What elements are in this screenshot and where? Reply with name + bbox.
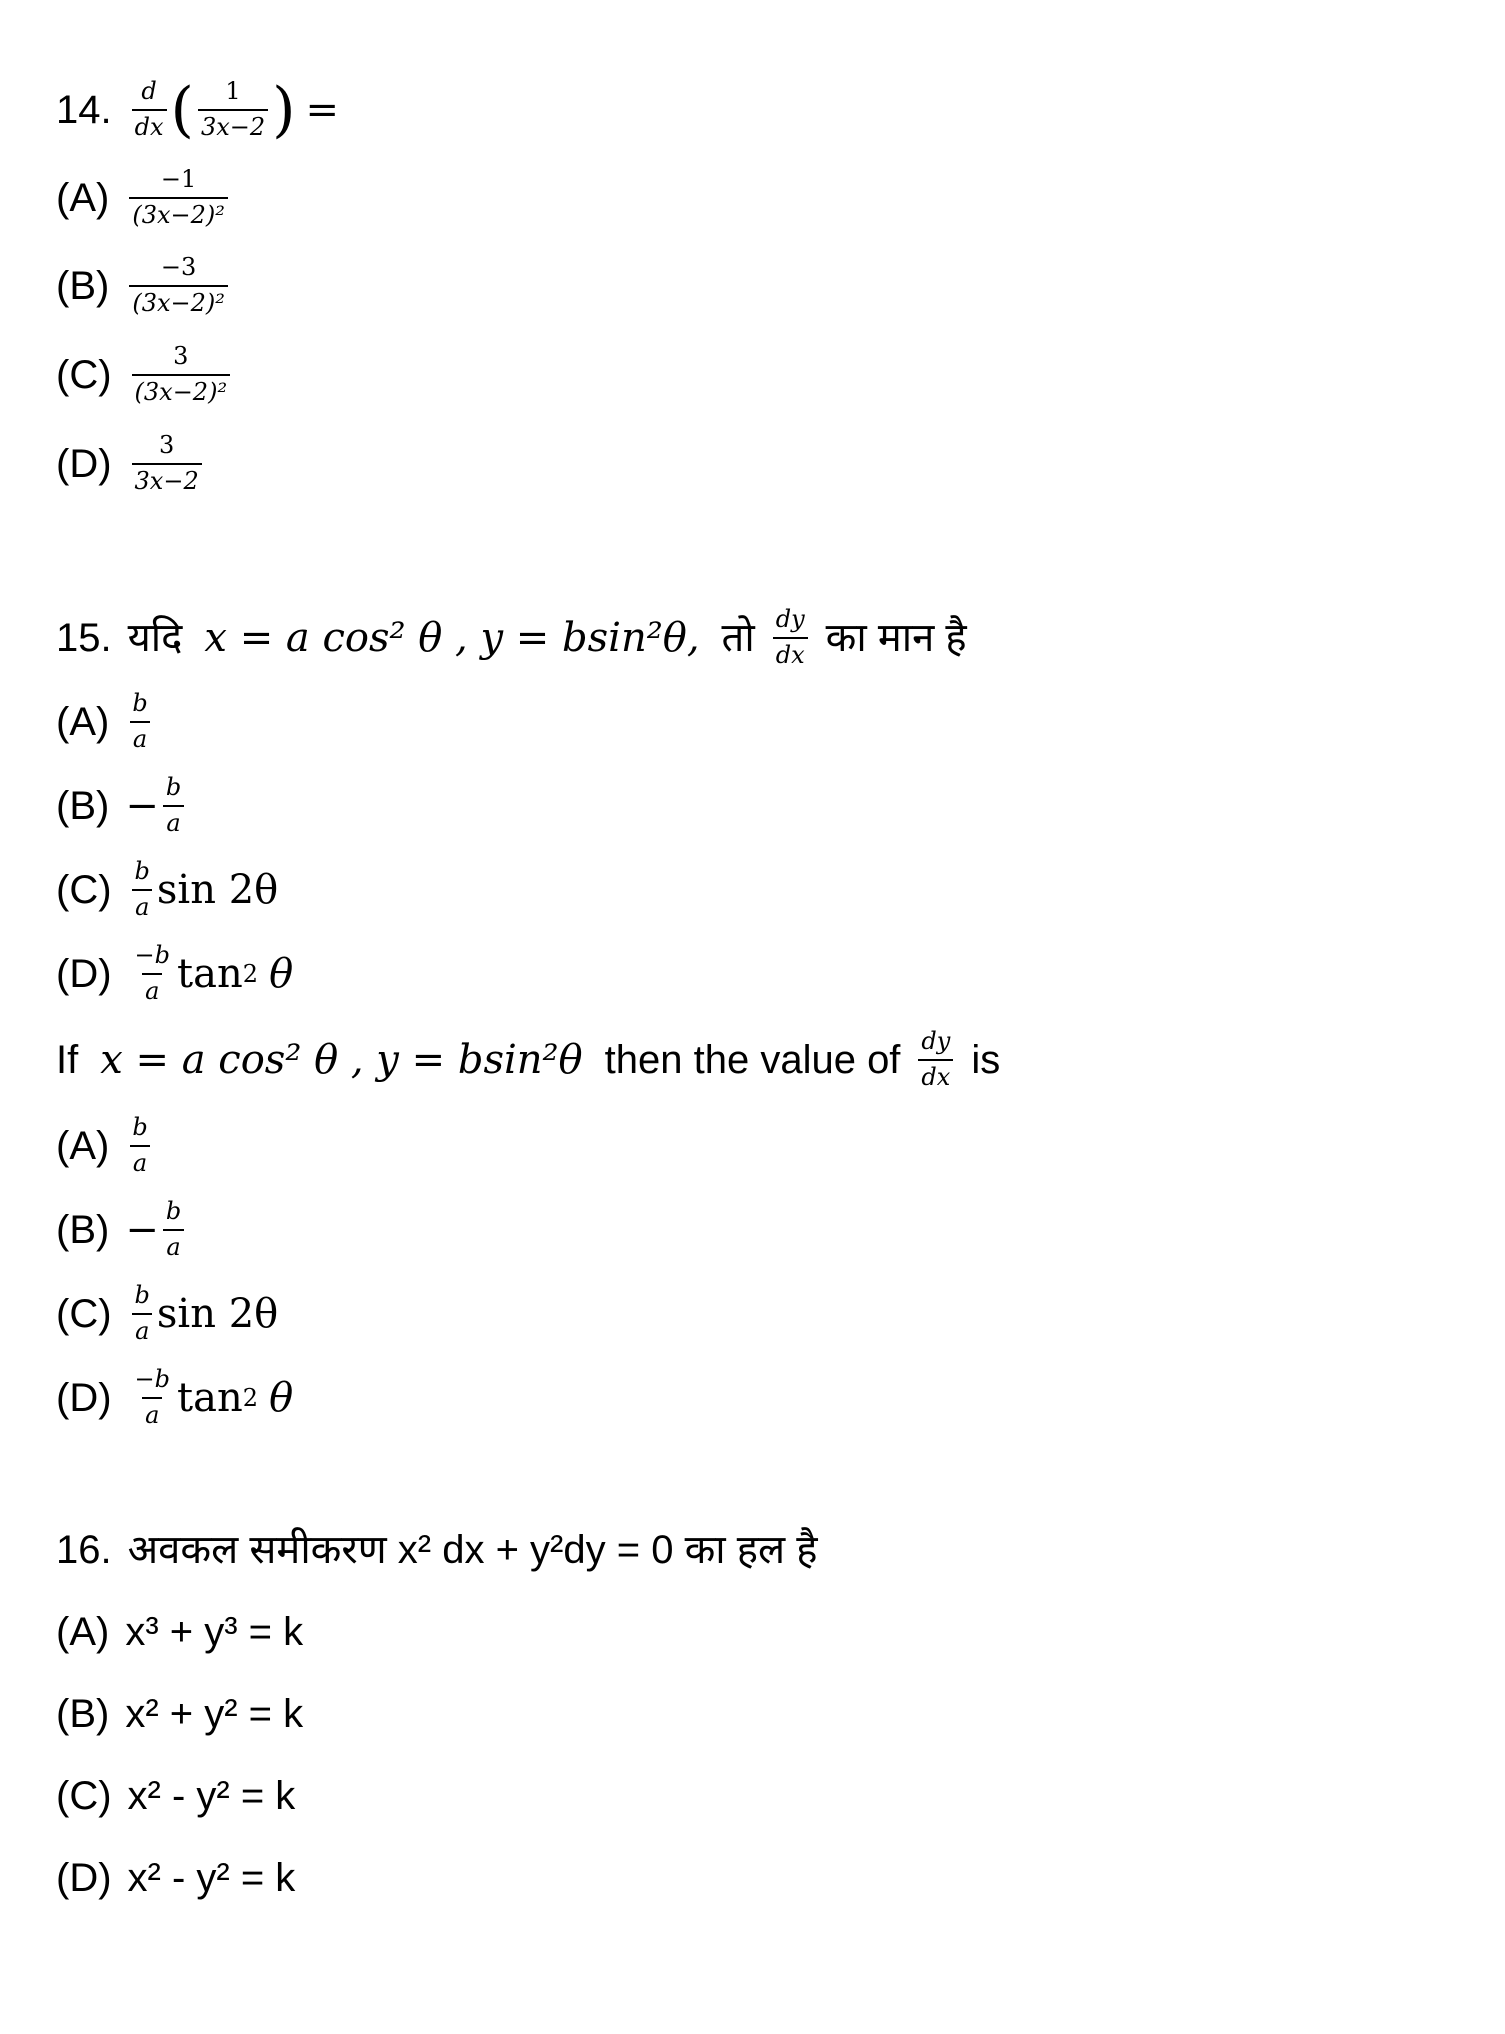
q15-hi-option-d[interactable]: (D) $\frac{-b}{a}$ tan 2 θ <box>56 941 294 1005</box>
q15-stem-english: If x = a cos² θ , y = bsin²θ then the value of $\frac{dy}{dx}$ is <box>56 1027 1001 1091</box>
q15-en-option-d[interactable]: (D) $\frac{-b}{a}$ tan 2 θ <box>56 1365 294 1429</box>
q14-option-d[interactable]: (D) $\frac{3}{3x-2}$ <box>56 432 206 495</box>
q14-number: 14. <box>56 87 112 132</box>
q15-hi-option-c[interactable]: (C) $\frac{b}{a}$ sin 2θ <box>56 857 279 921</box>
q14-function: $\frac{1}{3x-2}$ <box>198 78 268 141</box>
q15-en-option-b[interactable]: (B) − $\frac{b}{a}$ <box>56 1198 188 1261</box>
q14-stem: 14. $\frac{d}{dx}$ ( $\frac{1}{3x-2}$ ) = <box>56 74 340 145</box>
q14-option-c[interactable]: (C) $\frac{3}{\text{(3x−2)²}}$ <box>56 343 234 406</box>
q15-hi-option-b[interactable]: (B) − $\frac{b}{a}$ <box>56 774 188 837</box>
q15-stem-hindi: 15. यदि x = a cos² θ , y = bsin²θ, तो $\frac{dy}{dx}$ का मान है <box>56 605 967 669</box>
q16-option-c[interactable]: (C) x² - y² = k <box>56 1774 296 1818</box>
q16-option-a[interactable]: (A) x³ + y³ = k <box>56 1610 304 1654</box>
q16-option-d[interactable]: (D) x² - y² = k <box>56 1856 296 1900</box>
q14-option-b[interactable]: (B) $\frac{-3}{\text{(3x−2)²}}$ <box>56 254 232 317</box>
q15-condition: x = a cos² θ , y = bsin²θ, <box>204 614 700 661</box>
q16-option-b[interactable]: (B) x² + y² = k <box>56 1692 304 1736</box>
q15-hi-option-a[interactable]: (A) $\frac{b}{a}$ <box>56 690 155 753</box>
q15-en-option-c[interactable]: (C) $\frac{b}{a}$ sin 2θ <box>56 1281 279 1345</box>
q15-en-option-a[interactable]: (A) $\frac{b}{a}$ <box>56 1114 155 1177</box>
q14-derivative-operator: $\frac{d}{dx}$ <box>132 78 167 141</box>
q16-stem: 16. अवकल समीकरण x² dx + y²dy = 0 का हल है <box>56 1528 818 1572</box>
q14-option-a[interactable]: (A) $\frac{-1}{\text{(3x−2)²}}$ <box>56 166 232 229</box>
